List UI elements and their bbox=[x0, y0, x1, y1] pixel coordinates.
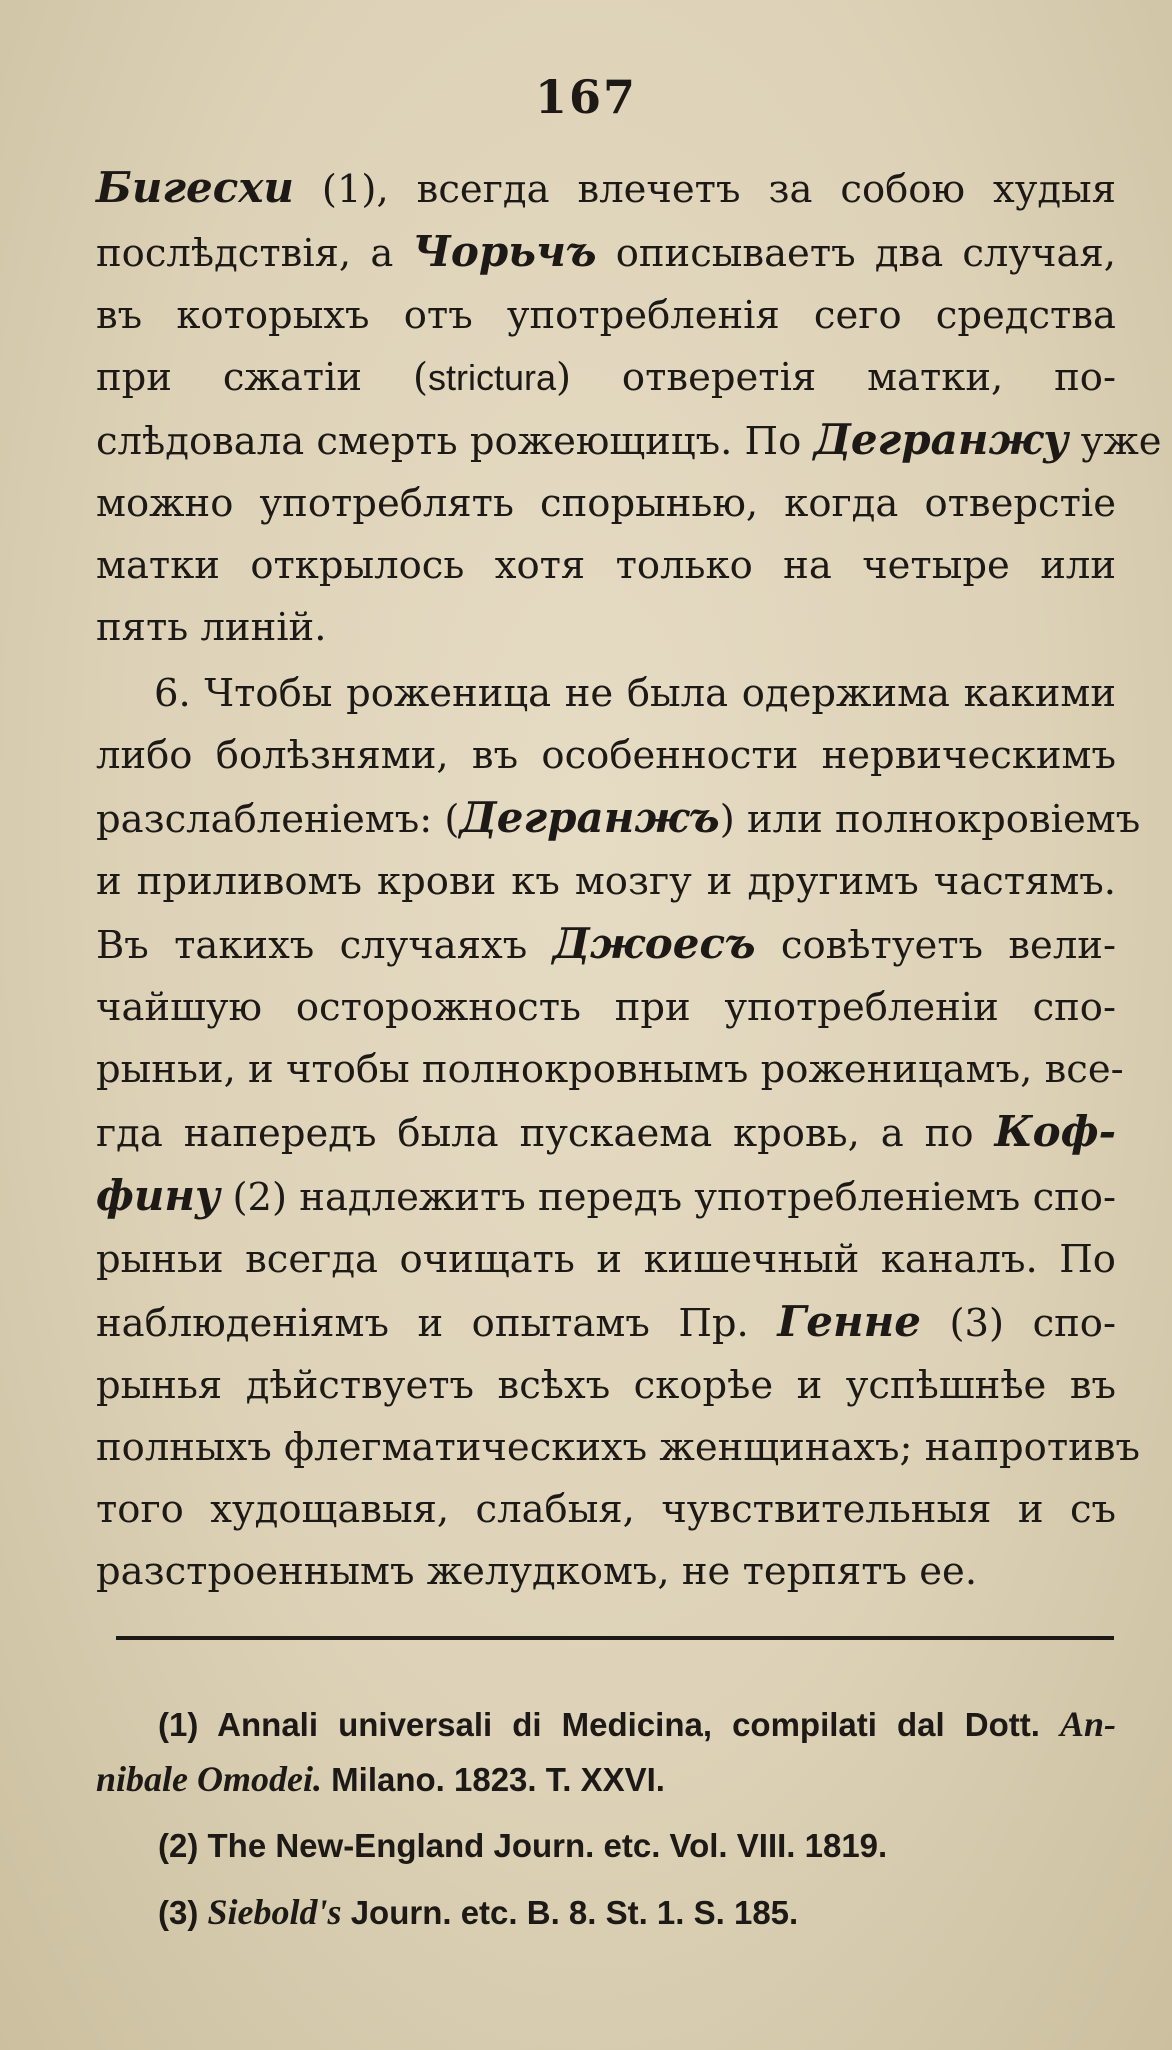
footnote-divider bbox=[116, 1636, 1114, 1640]
paragraph-2 bbox=[96, 663, 1141, 1603]
text-line bbox=[96, 787, 1141, 851]
text-line: пять линій. bbox=[96, 605, 327, 650]
text-line bbox=[96, 1101, 1116, 1165]
author-name: Дегранжу bbox=[813, 415, 1069, 464]
line-text: при сжатіи ( bbox=[96, 355, 428, 400]
author-name: Чорьчъ bbox=[412, 227, 597, 276]
footnote-3 bbox=[96, 1885, 1116, 1940]
text-line bbox=[96, 221, 1116, 285]
text-line: рыньи, и чтобы полнокровнымъ роженицамъ, все- bbox=[96, 1047, 1124, 1092]
author-name: фину bbox=[96, 1171, 221, 1220]
line-text: разслабленіемъ: ( bbox=[96, 797, 460, 842]
line-text: гда напередъ была пускаема кровь, а по bbox=[96, 1111, 974, 1156]
line-text: послѣдствія, а bbox=[96, 231, 394, 276]
text-line bbox=[96, 409, 1162, 473]
line-text: слѣдовала смерть рожеющицъ. По bbox=[96, 419, 802, 464]
line-text: (3) спо- bbox=[949, 1301, 1116, 1346]
footnote-author: An- bbox=[1059, 1704, 1116, 1744]
line-text: (2) надлежитъ передъ употребленіемъ спо- bbox=[232, 1175, 1116, 1220]
line-text: (1), всегда влечетъ за собою худыя bbox=[321, 167, 1116, 212]
line-text: Въ такихъ случаяхъ bbox=[96, 923, 528, 968]
line-text: ) или полнокровіемъ bbox=[719, 797, 1141, 842]
text-line: рынья дѣйствуетъ всѣхъ скорѣе и успѣшнѣе въ bbox=[96, 1363, 1116, 1408]
text-line: въ которыхъ отъ употребленія сего средства bbox=[96, 293, 1116, 338]
footnote-2: (2) The New-England Journ. etc. Vol. VIII. 1819. bbox=[158, 1827, 888, 1864]
text-line: и приливомъ крови къ мозгу и другимъ частямъ. bbox=[96, 859, 1116, 904]
text-line bbox=[96, 1291, 1116, 1355]
line-text: описываетъ два случая, bbox=[615, 231, 1116, 276]
text-line: матки открылось хотя только на четыре или bbox=[96, 543, 1116, 588]
footnote-1-continuation bbox=[96, 1752, 1116, 1807]
text-line: можно употреблять спорынью, когда отверстіе bbox=[96, 481, 1116, 526]
text-line bbox=[96, 157, 1116, 221]
footnote-author: nibale Omodei. bbox=[96, 1759, 322, 1799]
text-line bbox=[96, 913, 1116, 977]
text-line bbox=[96, 1165, 1116, 1229]
footnote-1 bbox=[96, 1697, 1116, 1752]
paragraph-1 bbox=[96, 157, 1162, 659]
text-line bbox=[96, 347, 1116, 409]
text-line: того худощавыя, слабыя, чувствительныя и съ bbox=[96, 1487, 1116, 1532]
latin-term: strictura bbox=[427, 357, 557, 398]
author-name: Бигесхи bbox=[96, 163, 294, 212]
footnote-text: Milano. 1823. T. XXVI. bbox=[331, 1761, 665, 1798]
author-name: Коф- bbox=[994, 1107, 1116, 1156]
text-line: полныхъ флегматическихъ женщинахъ; напротивъ bbox=[96, 1425, 1140, 1470]
footnote-text: (1) Annali universali di Medicina, compilati dal Dott. bbox=[158, 1706, 1040, 1743]
text-line: рыньи всегда очищать и кишечный каналъ. По bbox=[96, 1237, 1116, 1282]
author-name: Дегранжъ bbox=[459, 793, 720, 842]
author-name: Джоесъ bbox=[552, 919, 756, 968]
line-text: ) отверетія матки, по- bbox=[556, 355, 1116, 400]
text-line: чайшую осторожность при употребленіи спо- bbox=[96, 985, 1116, 1030]
line-text: наблюденіямъ и опытамъ Пр. bbox=[96, 1301, 749, 1346]
author-name: Генне bbox=[777, 1297, 921, 1346]
footnotes bbox=[96, 1697, 1116, 1952]
footnote-text: (3) bbox=[158, 1894, 199, 1931]
text-line: либо болѣзнями, въ особенности нервическимъ bbox=[96, 733, 1116, 778]
line-text: совѣтуетъ вели- bbox=[780, 923, 1116, 968]
text-line: разстроеннымъ желудкомъ, не терпятъ ее. bbox=[96, 1549, 978, 1594]
line-text: уже bbox=[1080, 419, 1162, 464]
text-line: 6. Чтобы роженица не была одержима какими bbox=[154, 671, 1116, 716]
footnote-author: Siebold's bbox=[207, 1892, 342, 1932]
footnote-text: Journ. etc. B. 8. St. 1. S. 185. bbox=[350, 1894, 799, 1931]
page-number: 167 bbox=[534, 70, 638, 124]
